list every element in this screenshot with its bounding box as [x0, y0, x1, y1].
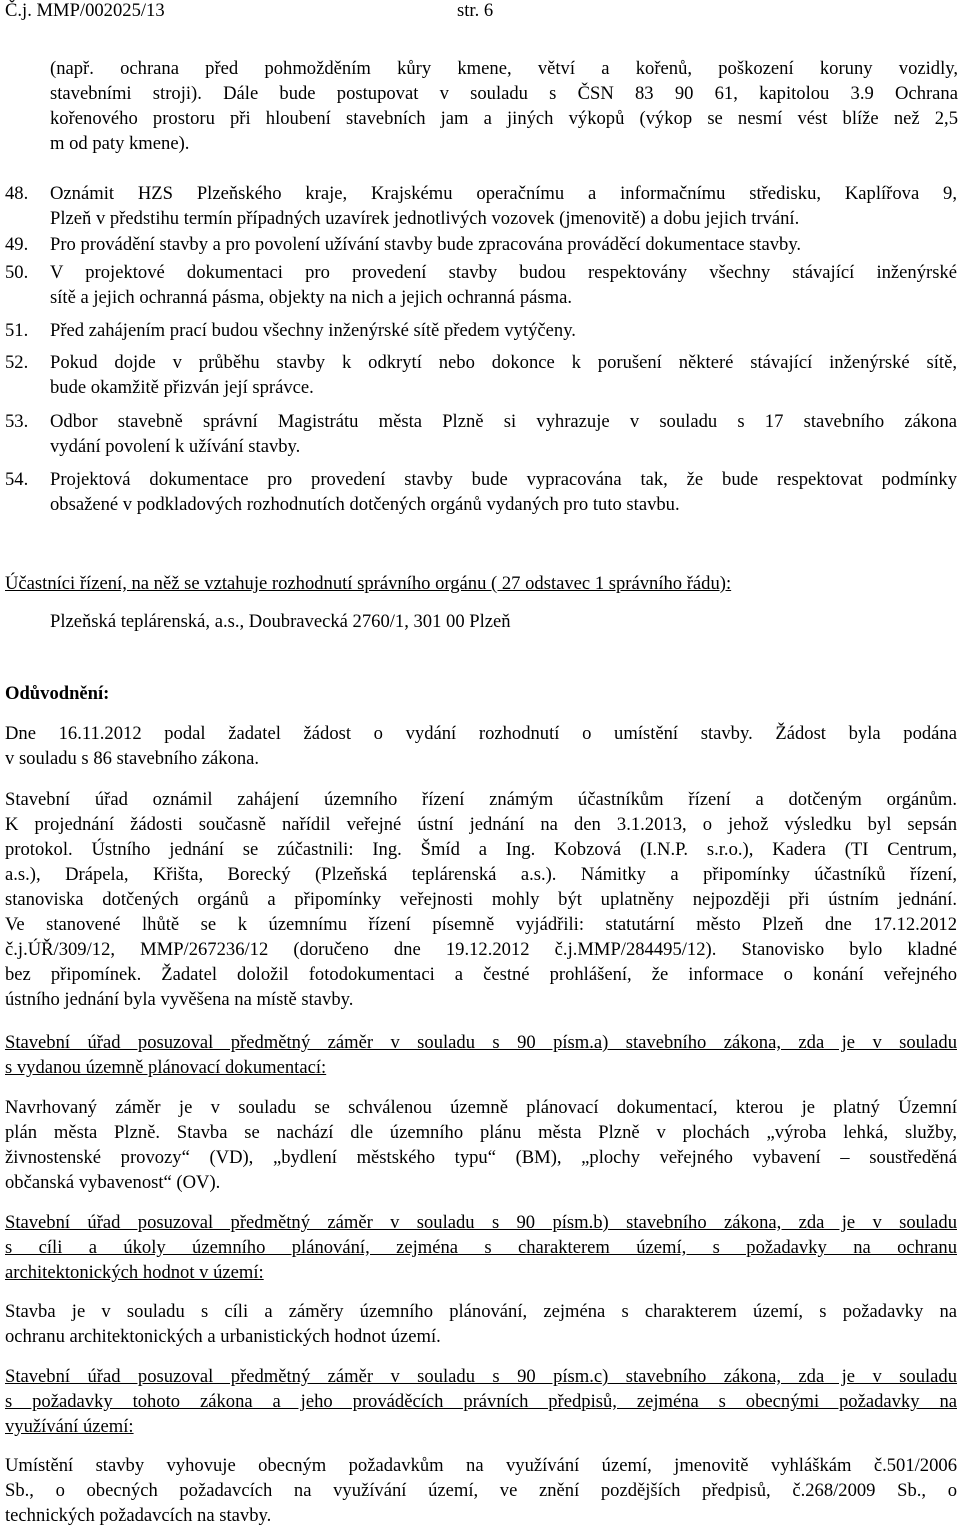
condition-number: 54. — [5, 469, 29, 490]
text-line: sítě a jejich ochranná pásma, objekty na nich a jejich ochranná pásma. — [50, 287, 572, 308]
text-line: bez připomínek. Žadatel doložil fotodokumentaci a čestné prohlášení, že informace o konání veřejného — [5, 964, 957, 985]
text-line: s cíli a úkoly územního plánování, zejména s charakterem území, s požadavky na ochranu — [5, 1237, 957, 1258]
text-line: Navrhovaný záměr je v souladu se schválenou územně plánovací dokumentací, kterou je platný Územní — [5, 1097, 957, 1118]
text-line: Před zahájením prací budou všechny inženýrské sítě předem vytýčeny. — [50, 320, 576, 341]
assessment-heading-a — [5, 1030, 957, 1080]
text-line: m od paty kmene). — [50, 133, 190, 154]
reasoning-heading: Odůvodnění: — [5, 683, 110, 704]
condition-number: 52. — [5, 352, 29, 373]
text-line: V projektové dokumentaci pro provedení stavby budou respektovány všechny stávající inženýrské — [50, 262, 957, 283]
condition-number: 51. — [5, 320, 29, 341]
text-line: stavebními stroji). Dále bude postupovat v souladu s ČSN 83 90 61, kapitolou 3.9 Ochrana — [50, 83, 958, 104]
text-line: kořenového prostoru při hloubení stavebních jam a jiných výkopů (výkop se nesmí vést blíže než 2,5 — [50, 108, 958, 129]
text-line: Oznámit HZS Plzeňského kraje, Krajskému operačnímu a informačnímu středisku, Kaplířova 9, — [50, 183, 957, 204]
text-line: Plzeň v předstihu termín případných uzavírek jednotlivých vozovek (jmenovitě) a dobu jejich trvání. — [50, 208, 800, 229]
condition-54 — [5, 467, 957, 517]
text-line: živnostenské provozy“ (VD), „bydlení městského typu“ (BM), „plochy veřejného vybavení – soustředěná — [5, 1147, 957, 1168]
condition-51 — [5, 318, 957, 343]
text-line: (např. ochrana před pohmožděním kůry kmene, větví a kořenů, poškození koruny vozidly, — [50, 58, 958, 79]
text-line: Pokud dojde v průběhu stavby k odkrytí nebo dokonce k porušení některé stávající inženýrské sítě, — [50, 352, 957, 373]
assessment-paragraph-b — [5, 1299, 957, 1349]
text-line: technických požadavcích na stavby. — [5, 1505, 272, 1526]
text-line: Stavební úřad posuzoval předmětný záměr v souladu s 90 písm.c) stavebního zákona, zda je v souladu — [5, 1366, 957, 1387]
condition-53 — [5, 409, 957, 459]
condition-number: 48. — [5, 183, 29, 204]
assessment-paragraph-a — [5, 1095, 957, 1195]
condition-number: 50. — [5, 262, 29, 283]
text-line: protokol. Ústního jednání se zúčastnili: Ing. Šmíd a Ing. Kobzová (I.N.P. s.r.o.), Kadera (TI Centrum, — [5, 839, 957, 860]
text-line: využívání území: — [5, 1416, 134, 1437]
condition-52 — [5, 350, 957, 400]
text-line: a.s.), Drápela, Křišta, Borecký (Plzeňská teplárenská a.s.). Námitky a připomínky účastníků řízení, — [5, 864, 957, 885]
text-line: Projektová dokumentace pro provedení stavby bude vypracována tak, že bude respektovat podmínky — [50, 469, 957, 490]
condition-number: 53. — [5, 411, 29, 432]
condition-number: 49. — [5, 234, 29, 255]
condition-48 — [5, 181, 957, 231]
text-line: Dne 16.11.2012 podal žadatel žádost o vydání rozhodnutí o umístění stavby. Žádost byla podána — [5, 723, 957, 744]
text-line: vydání povolení k užívání stavby. — [50, 436, 301, 457]
text-line: Sb., o obecných požadavcích na využívání území, ve znění pozdějších předpisů, č.268/2009 Sb., o — [5, 1480, 957, 1501]
text-line: Stavba je v souladu s cíli a záměry územního plánování, zejména s charakterem území, s požadavky na — [5, 1301, 957, 1322]
assessment-heading-b — [5, 1210, 957, 1285]
text-line: bude okamžitě přizván její správce. — [50, 377, 314, 398]
text-line: Odbor stavebně správní Magistrátu města Plzně si vyhrazuje v souladu s 17 stavebního zákona — [50, 411, 957, 432]
text-line: v souladu s 86 stavebního zákona. — [5, 748, 260, 769]
reasoning-paragraph-1 — [5, 721, 957, 771]
text-line: architektonických hodnot v území: — [5, 1262, 264, 1283]
continuation-paragraph — [50, 56, 958, 156]
text-line: s vydanou územně plánovací dokumentací: — [5, 1057, 327, 1078]
text-line: s požadavky tohoto zákona a jeho prováděcích právních předpisů, zejména s obecnými požadavky na — [5, 1391, 957, 1412]
text-line: stanoviska dotčených orgánů a připomínky veřejnosti mohly být uplatněny nejpozději při ústním jednání. — [5, 889, 957, 910]
text-line: Umístění stavby vyhovuje obecným požadavkům na využívání území, jmenovitě vyhláškám č.501/2006 — [5, 1455, 957, 1476]
text-line: K projednání žádosti současně nařídil veřejné ústní jednání na den 3.1.2013, o jehož výsledku byl sepsán — [5, 814, 957, 835]
assessment-paragraph-c — [5, 1453, 957, 1528]
page-number: str. 6 — [457, 0, 494, 21]
text-line: č.j.ÚŘ/309/12, MMP/267236/12 (doručeno dne 19.12.2012 č.j.MMP/284495/12). Stanovisko bylo kladné — [5, 939, 957, 960]
text-line: ochranu architektonických a urbanistických hodnot území. — [5, 1326, 441, 1347]
text-line: Stavební úřad oznámil zahájení územního řízení známým účastníkům řízení a dotčeným orgánům. — [5, 789, 957, 810]
text-line: Pro provádění stavby a pro povolení užívání stavby bude zpracována prováděcí dokumentace stavby. — [50, 234, 802, 255]
text-line: plán města Plzně. Stavba se nachází dle územního plánu města Plzně v plochách „výroba lehká, služby, — [5, 1122, 957, 1143]
condition-50 — [5, 260, 957, 310]
reasoning-paragraph-2 — [5, 787, 957, 1012]
page-header — [5, 0, 955, 22]
assessment-heading-c — [5, 1364, 957, 1439]
text-line: občanská vybavenost“ (OV). — [5, 1172, 221, 1193]
text-line: Stavební úřad posuzoval předmětný záměr v souladu s 90 písm.a) stavebního zákona, zda je v souladu — [5, 1032, 957, 1053]
text-line: Ve stanovené lhůtě se k územnímu řízení písemně vyjádřili: statutární město Plzeň dne 17.12.2012 — [5, 914, 957, 935]
participants-heading: Účastníci řízení, na něž se vztahuje rozhodnutí správního orgánu ( 27 odstavec 1 správního řádu): — [5, 573, 732, 594]
text-line: ústního jednání byla vyvěšena na místě stavby. — [5, 989, 354, 1010]
text-line: Stavební úřad posuzoval předmětný záměr v souladu s 90 písm.b) stavebního zákona, zda je v souladu — [5, 1212, 957, 1233]
text-line: obsažené v podkladových rozhodnutích dotčených orgánů vydaných pro tuto stavbu. — [50, 494, 680, 515]
reference-number: Č.j. MMP/002025/13 — [5, 0, 165, 21]
condition-49 — [5, 232, 957, 257]
participant-entry: Plzeňská teplárenská, a.s., Doubravecká 2760/1, 301 00 Plzeň — [50, 611, 511, 632]
